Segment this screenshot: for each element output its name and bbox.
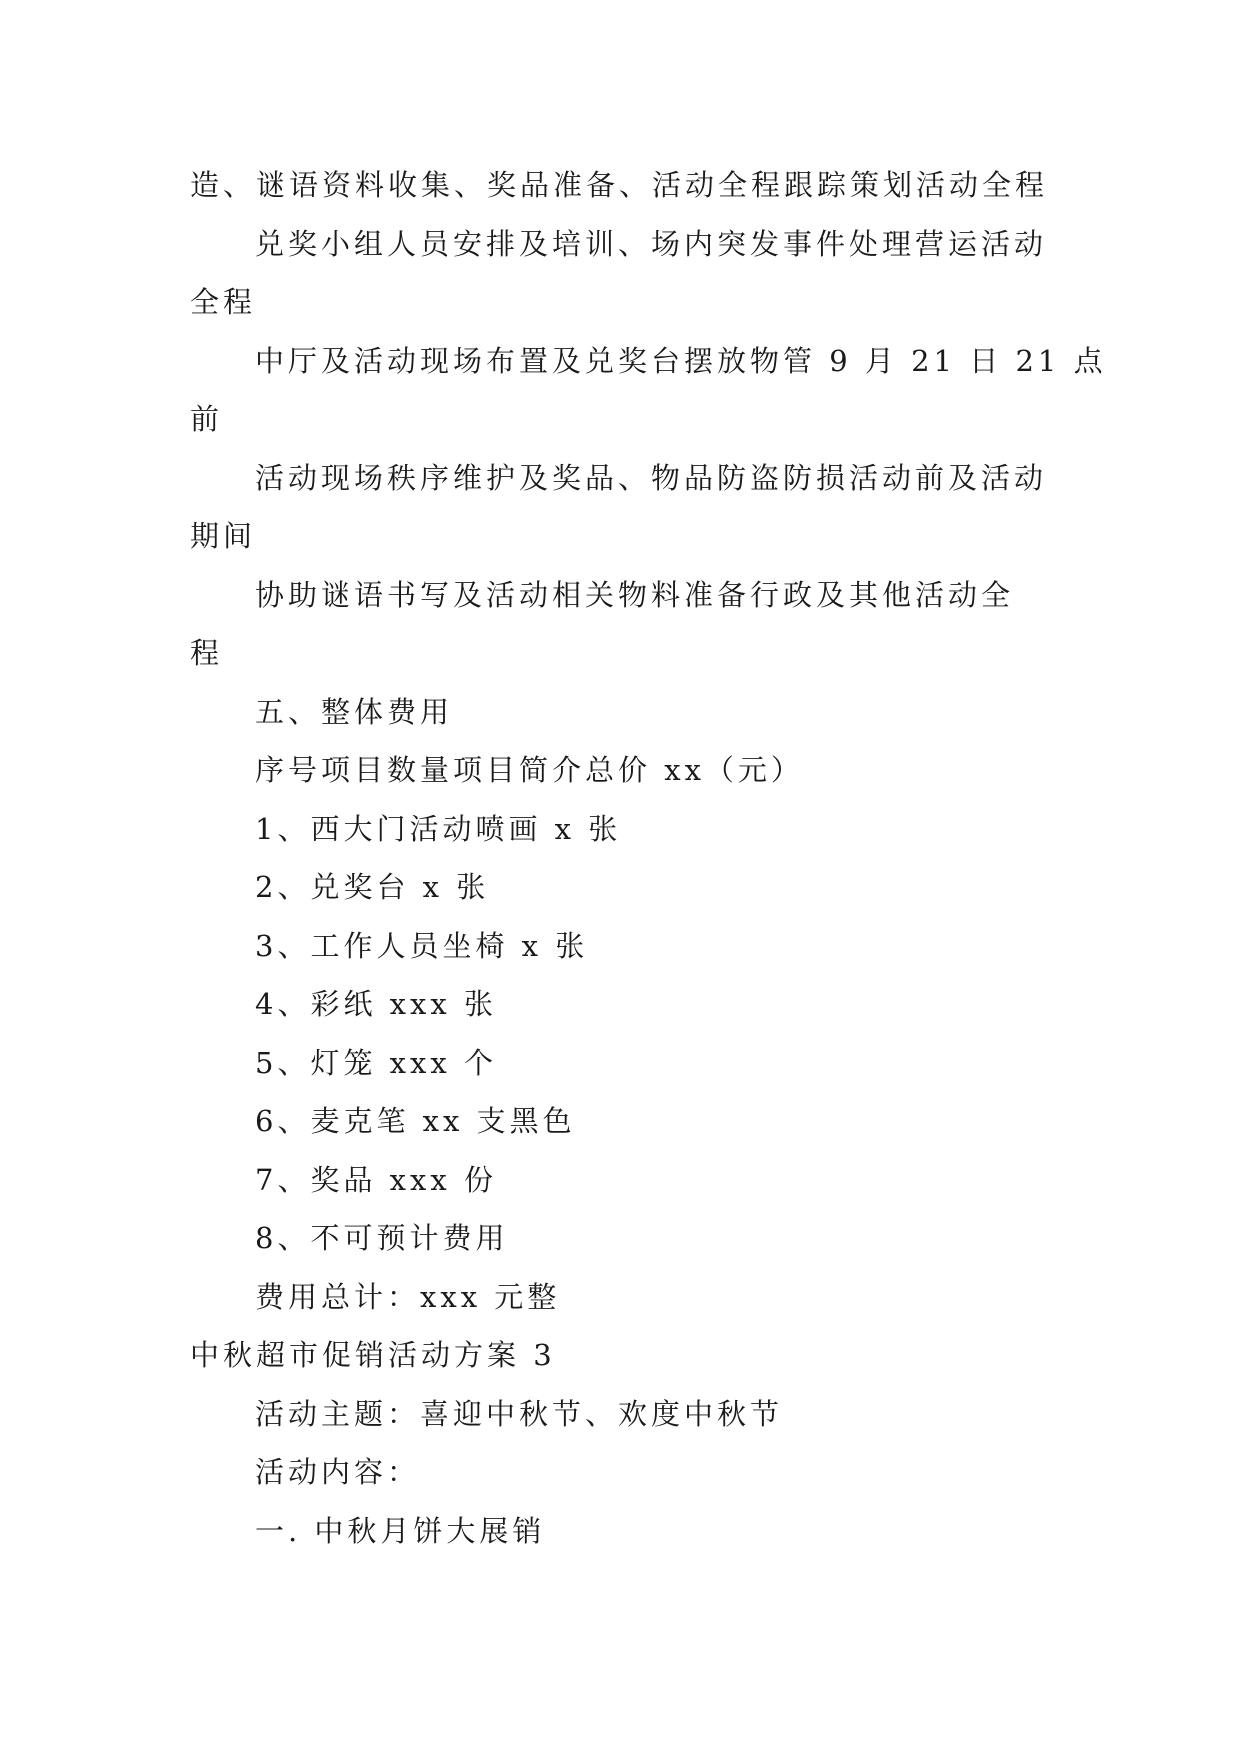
cost-item: 6、麦克笔 xx 支黑色 (255, 1104, 576, 1138)
paragraph-line: 全程 (190, 285, 257, 319)
cost-item: 4、彩纸 xxx 张 (255, 987, 497, 1021)
activity-theme: 活动主题：喜迎中秋节、欢度中秋节 (255, 1396, 784, 1431)
cost-total: 费用总计：xxx 元整 (255, 1279, 561, 1314)
document-body (190, 156, 1107, 1560)
cost-item: 7、奖品 xxx 份 (255, 1162, 497, 1197)
activity-content-label: 活动内容： (255, 1455, 421, 1489)
document-title: 中秋超市促销活动方案 3 (190, 1338, 556, 1372)
paragraph-line: 中厅及活动现场布置及兑奖台摆放物管 9 月 21 日 21 点 (255, 343, 1107, 378)
cost-item: 1、西大门活动喷画 x 张 (255, 811, 622, 846)
paragraph-line: 活动现场秩序维护及奖品、物品防盗防损活动前及活动 (255, 460, 1048, 495)
cost-item: 3、工作人员坐椅 x 张 (255, 928, 589, 963)
cost-table-header: 序号项目数量项目简介总价 xx（元） (255, 753, 804, 787)
cost-item: 8、不可预计费用 (255, 1221, 509, 1255)
paragraph-line: 程 (190, 636, 224, 670)
cost-item: 5、灯笼 xxx 个 (255, 1045, 497, 1080)
paragraph-line: 前 (190, 402, 224, 436)
paragraph-line: 兑奖小组人员安排及培训、场内突发事件处理营运活动 (255, 226, 1048, 261)
subsection-heading: 一. 中秋月饼大展销 (255, 1513, 546, 1548)
section-heading: 五、整体费用 (255, 694, 454, 729)
paragraph-line: 期间 (190, 519, 257, 553)
paragraph-line: 造、谜语资料收集、奖品准备、活动全程跟踪策划活动全程 (190, 168, 1049, 202)
paragraph-line: 协助谜语书写及活动相关物料准备行政及其他活动全 (255, 577, 1015, 612)
cost-item: 2、兑奖台 x 张 (255, 870, 490, 904)
